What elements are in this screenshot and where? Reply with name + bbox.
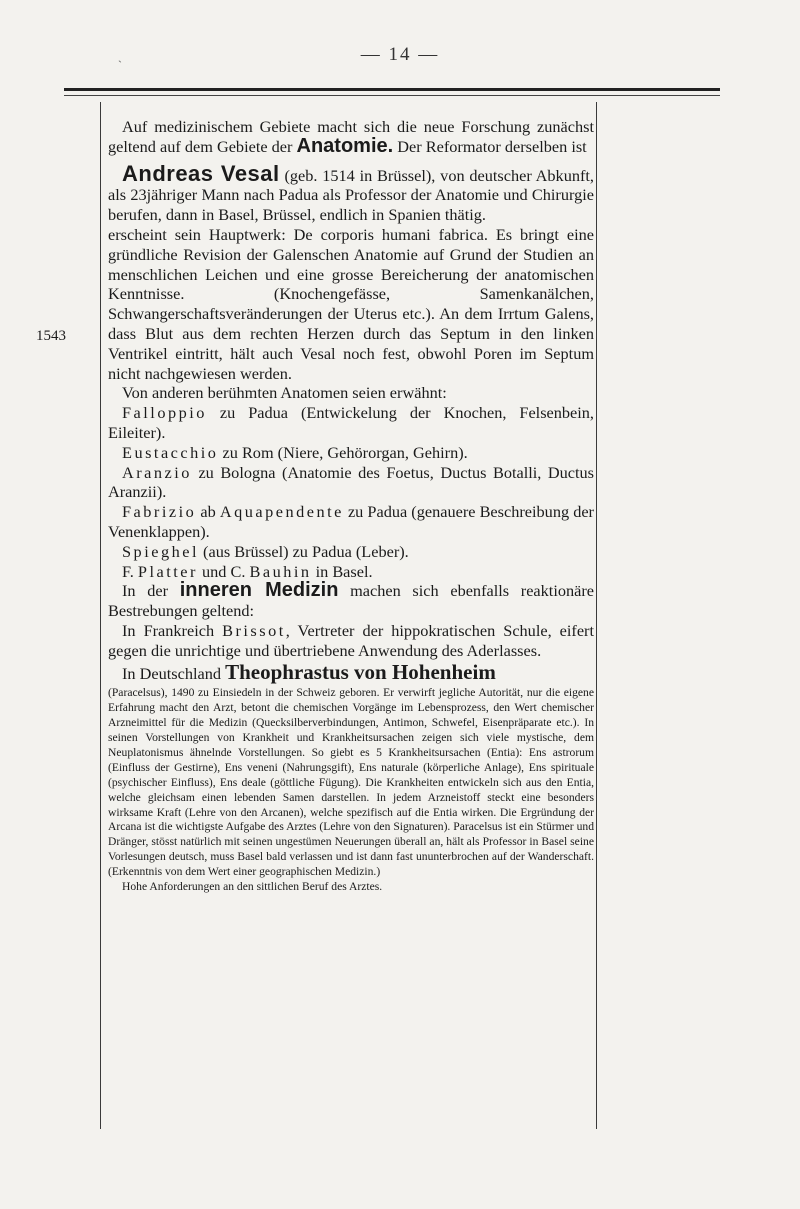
text-run: ab xyxy=(196,502,220,522)
name-aranzio: Aranzio xyxy=(122,462,192,482)
paracelsus-description: (Paracelsus), 1490 zu Einsiedeln in der Schweiz geboren. Er verwirft jegliche Autorität, nur die eigene Erfahrung macht den Arzt, betont die chemischen Vorgänge im Lebensprozess, den Wert chemischer Arzneimittel für die Medizin (Quecksilberverbindungen, Antimon, Schwefel, Eisenpräparate etc.). In seinen Vorstellungen von Krankheit und Krankheitsursachen zeigen sich viele mystische, dem Neuplatonismus ähnelnde Vorstellungen. So giebt es 5 Krankheitsursachen (Entia): Ens astrorum (Einfluss der Gestirne), Ens veneni (Nahrungsgift), Ens naturale (körperliche Anlage), Ens spirituale (psychischer Einfluss), Ens deale (göttliche Fügung). Die Krankheiten entwickeln sich aus den Entia, welche gleichsam einen lebenden Samen darstellen. In jedem Arzneistoff steckt eine besonders wirksame Kraft (Lehre von den Arcanen), welche spezifisch auf die Entia wirken. Die Ergründung der Arcana ist die wichtigste Aufgabe des Arztes (Lehre von den Signaturen). Paracelsus ist ein Stürmer und Dränger, stösst natürlich mit seinen ungestümen Neuerungen überall an, hält als Professor in Basel seine Vorlesungen deutsch, muss Basel bald verlassen und ist dann fast ununterbrochen auf der Wanderschaft. (Erkenntnis von dem Wert einer geographischen Medizin.) xyxy=(108,686,594,879)
text-run: (aus Brüssel) zu Padua (Leber). xyxy=(198,541,409,561)
anatomist-spieghel xyxy=(108,542,594,562)
text-run: in Basel. xyxy=(311,561,373,581)
header-rule-thin xyxy=(64,95,720,96)
name-bauhin: Bauhin xyxy=(249,561,312,581)
name-brissot: Brissot xyxy=(222,620,286,640)
text-run: zu Bologna (Anatomie des Foetus, Ductus Botalli, Ductus Aranzii). xyxy=(108,462,594,502)
text-run: F. xyxy=(122,561,138,581)
header-rule-thick xyxy=(64,88,720,91)
name-platter: Platter xyxy=(137,561,198,581)
corner-mark: ` xyxy=(118,58,122,72)
left-column-rule xyxy=(100,102,101,1129)
paragraph-innere-medizin xyxy=(108,581,594,621)
text-run: In Deutschland xyxy=(122,663,226,683)
right-column-rule xyxy=(596,102,597,1129)
text-run: machen sich ebenfalls reaktionäre Bestrebungen geltend: xyxy=(108,581,594,621)
main-text-column xyxy=(108,117,594,895)
margin-year: 1543 xyxy=(36,328,66,344)
name-theophrastus: Theophrastus von Hohenheim xyxy=(225,659,496,684)
text-run: , Vertreter der hippokratischen Schule, eifert gegen die unrichtige und übertriebene Anwendung des Aderlasses. xyxy=(108,620,594,660)
paragraph-anatomen: Von anderen berühmten Anatomen seien erwähnt: xyxy=(122,383,447,403)
name-fabrizio: Fabrizio xyxy=(122,502,197,522)
name-eustacchio: Eustacchio xyxy=(122,442,219,462)
paragraph-paracelsus-heading xyxy=(108,659,594,684)
heading-anatomie: Anatomie. xyxy=(296,134,394,157)
text-run: In der xyxy=(122,581,180,601)
heading-innere-medizin: inneren Medizin xyxy=(179,579,339,602)
anatomist-fabrizio xyxy=(108,502,594,542)
paragraph-intro xyxy=(108,117,594,157)
name-aquapendente: Aquapendente xyxy=(219,502,344,522)
text-run: Auf medizinischem Gebiete macht sich die neue Forschung zunächst geltend auf dem Gebiete der xyxy=(108,117,594,156)
text-run: zu Padua (Entwickelung der Knochen, Felsenbein, Eileiter). xyxy=(108,403,594,442)
anatomist-eustacchio xyxy=(108,443,594,463)
paragraph-vesal xyxy=(108,160,594,225)
text-run: zu Rom (Niere, Gehörorgan, Gehirn). xyxy=(218,442,468,462)
page-number: — 14 — xyxy=(360,44,440,65)
text-run: In Frankreich xyxy=(122,620,223,640)
name-falloppio: Falloppio xyxy=(122,403,207,423)
anatomist-aranzio xyxy=(108,463,594,503)
text-run: (geb. 1514 in Brüssel), von deutscher Abkunft, als 23jähriger Mann nach Padua als Professor der Anatomie und Chirurgie berufen, dann in Basel, Brüssel, endlich in Spanien thätig. xyxy=(108,165,594,225)
name-spieghel: Spieghel xyxy=(122,541,199,561)
name-vesal: Andreas Vesal xyxy=(122,160,280,186)
paracelsus-anforderungen: Hohe Anforderungen an den sittlichen Beruf des Arztes. xyxy=(122,880,383,894)
anatomist-falloppio xyxy=(108,403,594,443)
text-run: und C. xyxy=(197,561,250,581)
text-run: zu Padua (genauere Beschreibung der Venenklappen). xyxy=(108,502,594,541)
text-run: Der Reformator derselben ist xyxy=(393,136,587,156)
paragraph-fabrica: erscheint sein Hauptwerk: De corporis humani fabrica. Es bringt eine gründliche Revision der Galenschen Anatomie auf Grund der Studien an menschlichen Leichen und eine grosse Bereicherung der anatomischen Kenntnisse. (Knochengefässe, Samenkanälchen, Schwangerschaftsveränderungen der Uterus etc.). An dem Irrtum Galens, dass Blut aus dem rechten Herzen durch das Septum in den linken Ventrikel eintritt, hält auch Vesal noch fest, obwohl Poren im Septum nicht nachgewiesen werden. xyxy=(108,224,594,383)
paragraph-brissot xyxy=(108,621,594,661)
